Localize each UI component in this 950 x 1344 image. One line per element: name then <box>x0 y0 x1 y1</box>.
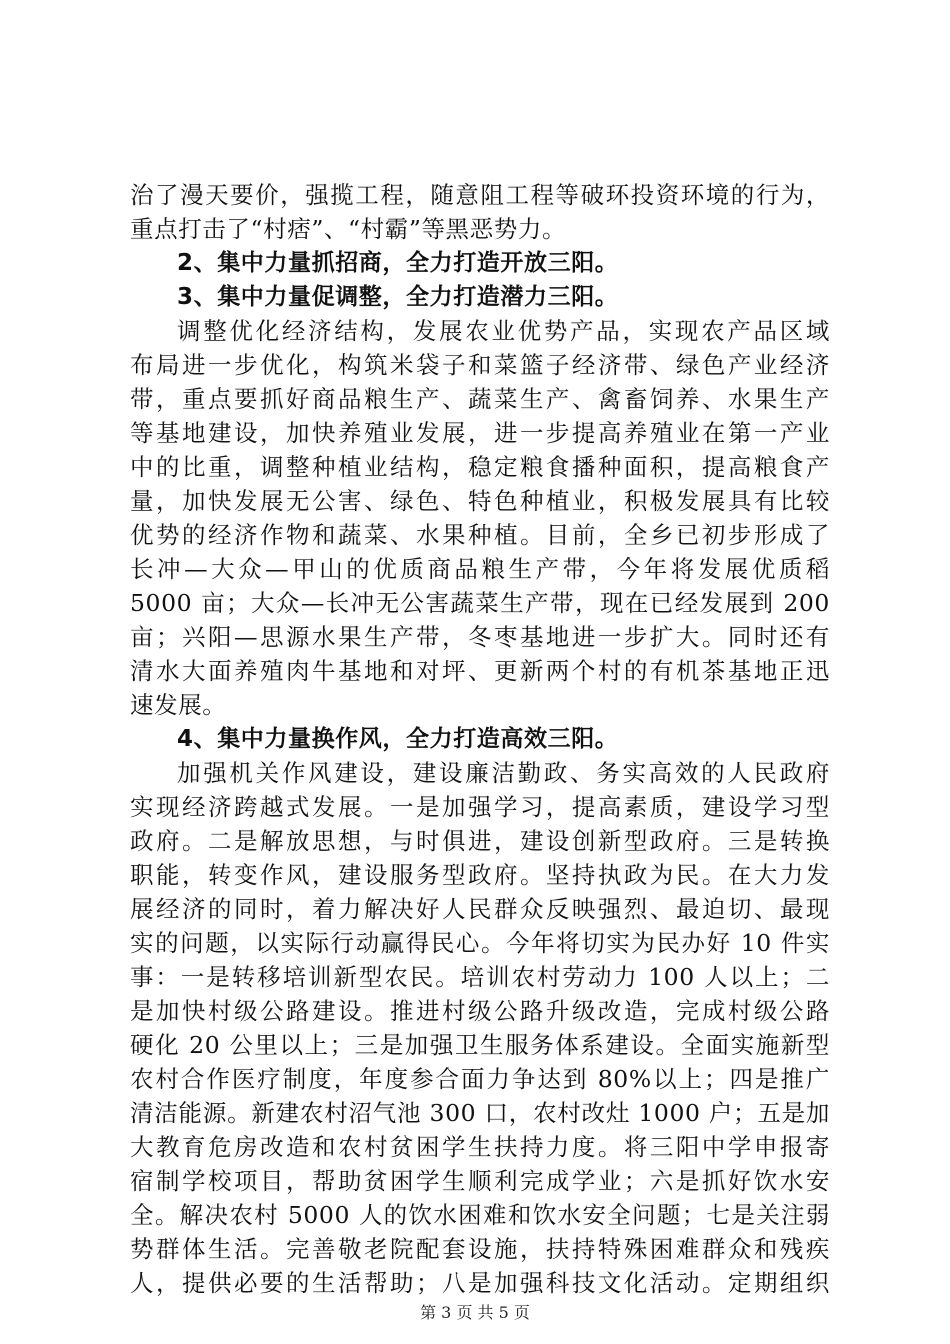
paragraph-line: 势群体生活。完善敬老院配套设施，扶持特殊困难群众和残疾 <box>130 1235 830 1263</box>
paragraph-line: 政府。二是解放思想，与时俱进，建设创新型政府。三是转换 <box>130 827 830 855</box>
paragraph-line: 是加快村级公路建设。推进村级公路升级改造，完成村级公路 <box>130 997 830 1025</box>
paragraph-line: 农村合作医疗制度，年度参合面力争达到 80%以上；四是推广 <box>130 1065 830 1093</box>
paragraph-line: 实的问题，以实际行动赢得民心。今年将切实为民办好 10 件实 <box>130 929 830 957</box>
document-body <box>130 178 830 1300</box>
section-heading: 2、集中力量抓招商，全力打造开放三阳。 <box>177 250 619 276</box>
paragraph-line: 宿制学校项目，帮助贫困学生顺利完成学业；六是抓好饮水安 <box>130 1167 830 1195</box>
paragraph-line: 亩；兴阳—思源水果生产带，冬枣基地进一步扩大。同时还有 <box>130 623 830 651</box>
paragraph-line: 5000 亩；大众—长冲无公害蔬菜生产带，现在已经发展到 200 <box>130 589 830 617</box>
paragraph-line: 速发展。 <box>130 691 227 719</box>
paragraph-line: 全。解决农村 5000 人的饮水困难和饮水安全问题；七是关注弱 <box>130 1201 830 1229</box>
paragraph-line: 展经济的同时，着力解决好人民群众反映强烈、最迫切、最现 <box>130 895 830 923</box>
paragraph-line: 调整优化经济结构，发展农业优势产品，实现农产品区域 <box>177 317 830 345</box>
paragraph-line: 优势的经济作物和蔬菜、水果种植。目前，全乡已初步形成了 <box>130 521 830 549</box>
paragraph-line: 大教育危房改造和农村贫困学生扶持力度。将三阳中学申报寄 <box>130 1133 830 1161</box>
paragraph-line: 事：一是转移培训新型农民。培训农村劳动力 100 人以上；二 <box>130 963 830 991</box>
paragraph-line: 清水大面养殖肉牛基地和对坪、更新两个村的有机茶基地正迅 <box>130 657 830 685</box>
paragraph-line: 带，重点要抓好商品粮生产、蔬菜生产、禽畜饲养、水果生产 <box>130 385 830 413</box>
paragraph-line: 清洁能源。新建农村沼气池 300 口，农村改灶 1000 户；五是加 <box>130 1099 830 1127</box>
paragraph-line: 中的比重，调整种植业结构，稳定粮食播种面积，提高粮食产 <box>130 453 830 481</box>
section-heading: 3、集中力量促调整，全力打造潜力三阳。 <box>177 284 619 310</box>
section-heading: 4、集中力量换作风，全力打造高效三阳。 <box>177 726 619 752</box>
paragraph-line: 实现经济跨越式发展。一是加强学习，提高素质，建设学习型 <box>130 793 830 821</box>
paragraph-line: 人，提供必要的生活帮助；八是加强科技文化活动。定期组织 <box>130 1269 830 1297</box>
paragraph-line: 职能，转变作风，建设服务型政府。坚持执政为民。在大力发 <box>130 861 830 889</box>
paragraph-line: 治了漫天要价，强揽工程，随意阻工程等破环投资环境的行为， <box>130 181 830 209</box>
paragraph-line: 等基地建设，加快养殖业发展，进一步提高养殖业在第一产业 <box>130 419 830 447</box>
paragraph-line: 硬化 20 公里以上；三是加强卫生服务体系建设。全面实施新型 <box>130 1031 830 1059</box>
page-footer: 第 3 页 共 5 页 <box>420 1303 530 1322</box>
paragraph-line: 重点打击了“村痞”、“村霸”等黑恶势力。 <box>130 215 567 243</box>
paragraph-line: 量，加快发展无公害、绿色、特色种植业，积极发展具有比较 <box>130 487 830 515</box>
paragraph-line: 布局进一步优化，构筑米袋子和菜篮子经济带、绿色产业经济 <box>130 351 830 379</box>
paragraph-line: 长冲—大众—甲山的优质商品粮生产带，今年将发展优质稻 <box>130 555 830 583</box>
paragraph-line: 加强机关作风建设，建设廉洁勤政、务实高效的人民政府 <box>177 759 830 787</box>
